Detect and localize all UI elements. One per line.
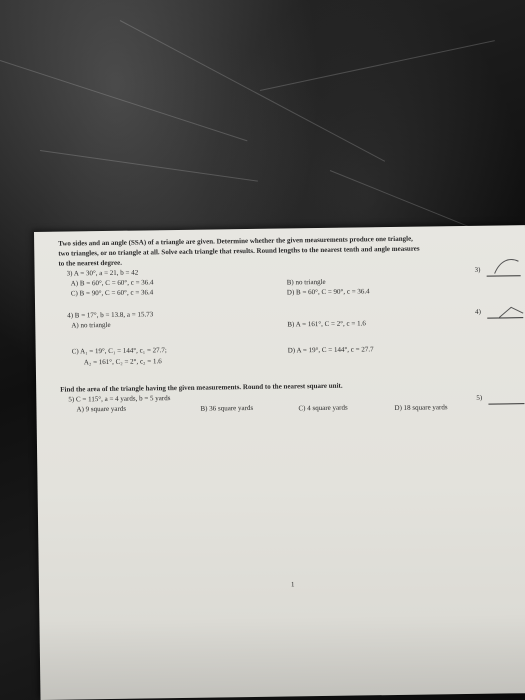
- instructions-area: Find the area of the triangle having the given measurements. Round to the nearest square unit.: [60, 381, 343, 394]
- question-4-option-d: D) A = 19°, C = 144°, c = 27.7: [287, 345, 374, 355]
- paper-shadow: [39, 613, 525, 700]
- question-3-option-c: C) B = 90°, C = 60°, c = 36.4: [70, 288, 154, 298]
- question-4-option-c-line-1: C) A₁ = 19°, C₁ = 144°, c₁ = 27.7;: [71, 346, 167, 356]
- question-5-given: [68, 394, 170, 404]
- marble-vein: [260, 40, 495, 91]
- question-5-option-c: C) 4 square yards: [298, 403, 348, 413]
- answer-4-label: 4): [475, 307, 482, 316]
- answer-5-blank[interactable]: [488, 403, 524, 405]
- question-4-number: 4): [67, 311, 74, 320]
- page-number: 1: [290, 580, 295, 589]
- question-4-option-a: A) no triangle: [71, 320, 111, 330]
- marble-vein: [120, 20, 385, 162]
- question-5-number: 5): [68, 395, 75, 404]
- question-3-given-text: A = 30°, a = 21, b = 42: [73, 268, 139, 278]
- marble-vein: [0, 60, 247, 141]
- question-5-option-d: D) 18 square yards: [394, 403, 448, 412]
- question-3-option-a: A) B = 60°, C = 60°, c = 36.4: [70, 278, 154, 288]
- answer-5-label: 5): [476, 393, 483, 402]
- question-3-given: [67, 269, 139, 279]
- pencil-mark-icon: [492, 255, 522, 275]
- pencil-mark-icon: [497, 303, 525, 319]
- question-4-option-b: B) A = 161°, C = 2°, c = 1.6: [287, 319, 366, 329]
- question-5-option-b: B) 36 square yards: [200, 403, 254, 413]
- marble-vein: [40, 150, 258, 182]
- question-3-option-b: B) no triangle: [286, 277, 326, 287]
- instructions-line-1: Two sides and an angle (SSA) of a triangle are given. Determine whether the given measurements produce one triangle,: [58, 234, 413, 248]
- question-3-number: 3): [66, 269, 73, 278]
- answer-3-label: 3): [474, 265, 481, 274]
- instructions-line-3: to the nearest degree.: [58, 258, 122, 268]
- question-5-given-text: C = 115°, a = 4 yards, b = 5 yards: [75, 394, 171, 404]
- question-4-given: [67, 310, 153, 320]
- question-3-option-d: D) B = 60°, C = 90°, c = 36.4: [286, 287, 370, 297]
- question-4-option-c-line-2: A₂ = 161°, C₂ = 2°, c₂ = 1.6: [83, 357, 162, 367]
- worksheet-page: [34, 225, 525, 700]
- question-4-given-text: B = 17°, b = 13.8, a = 15.73: [74, 310, 154, 320]
- question-5-option-a: A) 9 square yards: [76, 404, 127, 414]
- instructions-line-2: two triangles, or no triangle at all. Solve each triangle that results. Round lengths to the nearest tenth and angle measures: [58, 244, 420, 258]
